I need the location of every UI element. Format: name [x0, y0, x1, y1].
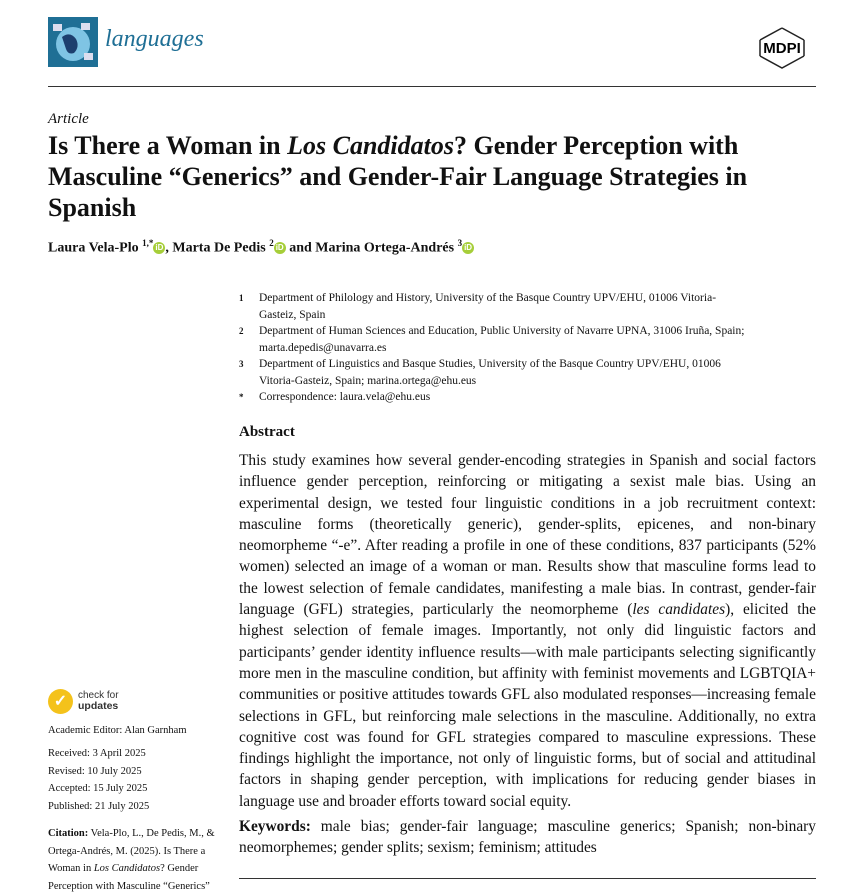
- orcid-icon[interactable]: iD: [464, 243, 473, 253]
- author-list: Laura Vela-Plo $^{1,*}$ iD , Marta De Pedis $^2$ iD and Marina Ortega-Andrés $^3$ iD: [48, 238, 473, 256]
- orcid-icon[interactable]: iD: [155, 243, 164, 253]
- orcid-icon[interactable]: iD: [275, 243, 284, 253]
- author-name: Marina Ortega-Andrés: [315, 240, 455, 256]
- svg-text:MDPI: MDPI: [763, 40, 801, 57]
- author-name: Marta De Pedis: [172, 240, 266, 256]
- globe-icon: [48, 17, 98, 67]
- check-for-updates-button[interactable]: ✓ check for updates: [48, 689, 119, 714]
- author-name: Laura Vela-Plo: [48, 240, 139, 256]
- mdpi-logo[interactable]: [752, 26, 812, 70]
- citation: Citation: Vela-Plo, L., De Pedis, M., & Ortega-Andrés, M. (2025). Is There a Woman in Los Candidatos? Gender Perception with Masculine “Generics”: [48, 828, 215, 892]
- bottom-rule: [239, 878, 816, 879]
- header-rule: [48, 86, 816, 87]
- correspondence: * Correspondence: laura.vela@ehu.eus: [239, 391, 431, 403]
- affiliations: [239, 290, 819, 406]
- abstract-text: This study examines how several gender-encoding strategies in Spanish and social factors influence gender perception, reinforcing or mitigating a sexist male bias. Using an experimental design, we tested four linguistic conditions in a job recruitment context: masculine forms (theoretically generic), gender-splits, epicenes, and non-binary neomorpheme “-e”. After reading a profile in one of these conditions, 837 participants (52% women) selected an image of a woman or man. Results show that masculine forms lead to the lowest selection of female candidates, manifesting a male bias. In contrast, gender-fair language (GFL) strategies, particularly the neomorpheme (les candidates), elicited the highest selection of female images. Importantly, not only did linguistic factors and participants’ gender identity influence results—with male participants selecting significantly more men in the masculine condition, but affinity with feminist movements and LGBTQIA+ communities or positive attitudes towards GFL also modulated responses—increasing female selections in GFL, but reinforcing male selections in the masculine. Additionally, no extra cognitive cost was found for GFL strategies compared to masculine expressions. These findings highlight the importance, not only of linguistic forms, but of social and attitudinal factors in shaping gender perception, with implications for reducing gender biases in language use and broader efforts toward social equity.: [239, 452, 816, 810]
- journal-name[interactable]: languages: [105, 26, 204, 52]
- publication-dates: Received: 3 April 2025 Revised: 10 July 2025 Accepted: 15 July 2025 Published: 21 July 2025: [48, 748, 150, 812]
- paper-title: Is There a Woman in Los Candidatos? Gender Perception with Masculine “Generics” and Gender-Fair Language Strategies in Spanish: [48, 131, 748, 222]
- mdpi-hexagon-icon: [752, 26, 812, 70]
- abstract-heading: Abstract: [239, 424, 295, 440]
- affiliation: 1 Department of Philology and History, University of the Basque Country UPV/EHU, 01006 Vitoria-Gasteiz, Spain: [239, 292, 717, 321]
- keywords: Keywords: male bias; gender-fair language; masculine generics; Spanish; non-binary neomorphemes; gender splits; sexism; feminism; attitudes: [239, 818, 816, 857]
- affiliation: 2 Department of Human Sciences and Education, Public University of Navarre UPNA, 31006 Iruña, Spain; marta.depedis@unavarra.es: [239, 325, 745, 354]
- checkmark-icon: ✓: [48, 689, 73, 714]
- journal-logo[interactable]: [48, 17, 98, 67]
- article-type: Article: [48, 111, 89, 127]
- affiliation: 3 Department of Linguistics and Basque Studies, University of the Basque Country UPV/EHU, 01006 Vitoria-Gasteiz, Spain; marina.ortega@ehu.eus: [239, 358, 721, 387]
- academic-editor: Academic Editor: Alan Garnham: [48, 725, 187, 736]
